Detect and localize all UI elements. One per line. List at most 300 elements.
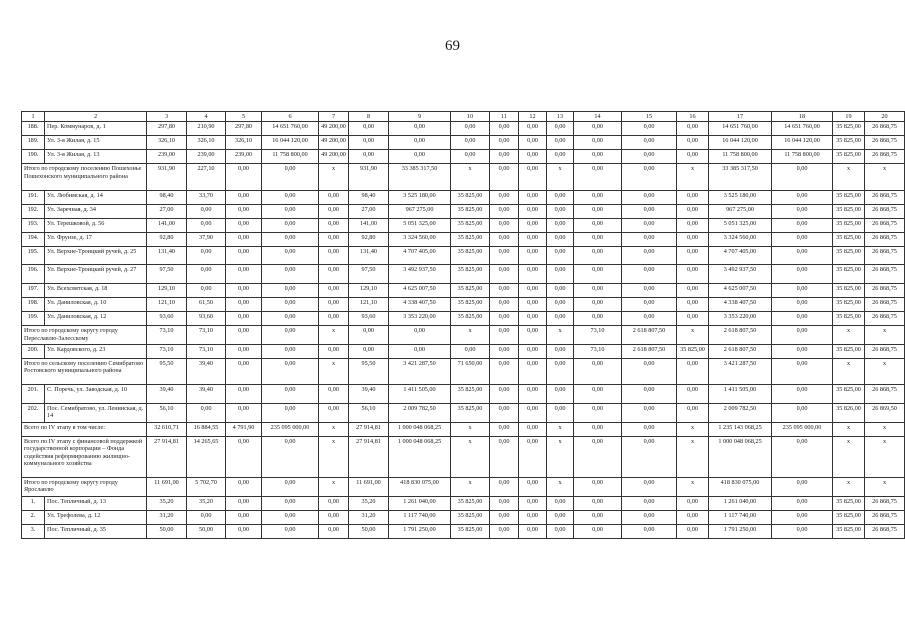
cell-value: 26 868,75 xyxy=(865,122,905,136)
cell-value: 235 095 000,00 xyxy=(262,422,319,436)
cell-value: 0,00 xyxy=(490,477,519,496)
cell-value: 35 825,00 xyxy=(451,218,490,232)
table-row xyxy=(22,190,905,204)
cell-value: 35 825,00 xyxy=(833,284,865,298)
cell-value: 0,00 xyxy=(226,385,262,404)
cell-value: 0,00 xyxy=(319,265,349,284)
cell-value: x xyxy=(319,164,349,190)
cell-value: 1 117 740,00 xyxy=(709,510,772,524)
cell-value: 1 261 040,00 xyxy=(709,496,772,510)
cell-value: 49 200,00 xyxy=(319,136,349,150)
cell-value: 0,00 xyxy=(622,246,677,265)
cell-value: 0,00 xyxy=(772,436,833,477)
cell-value: 227,10 xyxy=(187,164,226,190)
cell-value: 0,00 xyxy=(262,385,319,404)
cell-value: x xyxy=(833,436,865,477)
cell-value: 0,00 xyxy=(622,232,677,246)
cell-value: 39,40 xyxy=(349,385,389,404)
cell-value: 0,00 xyxy=(677,524,709,538)
cell-value: 0,00 xyxy=(677,510,709,524)
cell-value: x xyxy=(865,436,905,477)
column-number: 8 xyxy=(349,112,389,122)
cell-value: 0,00 xyxy=(574,246,622,265)
cell-value: 0,00 xyxy=(772,284,833,298)
cell-value: 0,00 xyxy=(319,403,349,422)
cell-value: 0,00 xyxy=(519,150,547,164)
cell-value: 0,00 xyxy=(226,265,262,284)
cell-value: 0,00 xyxy=(349,344,389,358)
column-number: 4 xyxy=(187,112,226,122)
cell-value: 0,00 xyxy=(547,510,574,524)
cell-value: 56,10 xyxy=(349,403,389,422)
cell-value: 0,00 xyxy=(262,232,319,246)
cell-value: 26 868,75 xyxy=(865,204,905,218)
cell-value: 0,00 xyxy=(226,358,262,384)
cell-value: 2 009 782,50 xyxy=(389,403,451,422)
cell-value: 0,00 xyxy=(319,298,349,312)
address: Ул. Заречная, д. 34 xyxy=(45,204,147,218)
cell-value: 0,00 xyxy=(490,232,519,246)
cell-value: 0,00 xyxy=(262,204,319,218)
subtotal-row xyxy=(22,436,905,477)
row-number: 197. xyxy=(22,284,45,298)
cell-value: 0,00 xyxy=(262,326,319,345)
cell-value: 93,60 xyxy=(187,312,226,326)
cell-value: x xyxy=(451,436,490,477)
cell-value: 16 044 120,00 xyxy=(262,136,319,150)
cell-value: 0,00 xyxy=(574,358,622,384)
cell-value: 26 868,75 xyxy=(865,136,905,150)
cell-value: 5 051 325,00 xyxy=(389,218,451,232)
cell-value: 26 868,75 xyxy=(865,246,905,265)
column-number: 19 xyxy=(833,112,865,122)
cell-value: 0,00 xyxy=(319,524,349,538)
cell-value: 0,00 xyxy=(519,136,547,150)
cell-value: 326,10 xyxy=(147,136,187,150)
cell-value: 0,00 xyxy=(574,190,622,204)
cell-value: 0,00 xyxy=(677,265,709,284)
cell-value: 35,20 xyxy=(349,496,389,510)
row-number: 188. xyxy=(22,122,45,136)
address: С. Поречь, ул. Заводская, д. 10 xyxy=(45,385,147,404)
row-name: Итого по сельскому поселению Семибратово Ростовского муниципального района xyxy=(22,358,147,384)
cell-value: 0,00 xyxy=(319,232,349,246)
cell-value: 0,00 xyxy=(226,298,262,312)
cell-value: 0,00 xyxy=(226,403,262,422)
cell-value: 35 825,00 xyxy=(451,510,490,524)
cell-value: 0,00 xyxy=(319,284,349,298)
cell-value: 0,00 xyxy=(490,524,519,538)
cell-value: 0,00 xyxy=(772,403,833,422)
cell-value: x xyxy=(833,477,865,496)
cell-value: 0,00 xyxy=(187,246,226,265)
cell-value: 0,00 xyxy=(772,246,833,265)
cell-value: 121,10 xyxy=(147,298,187,312)
table-row xyxy=(22,344,905,358)
cell-value: 35 825,00 xyxy=(833,496,865,510)
row-name: Всего по IV этапу в том числе: xyxy=(22,422,147,436)
cell-value: 97,50 xyxy=(147,265,187,284)
cell-value: 35 825,00 xyxy=(833,385,865,404)
cell-value: 0,00 xyxy=(262,190,319,204)
cell-value: x xyxy=(865,422,905,436)
cell-value: 98,40 xyxy=(349,190,389,204)
cell-value: 35 825,00 xyxy=(833,190,865,204)
table-row xyxy=(22,298,905,312)
cell-value: 0,00 xyxy=(226,344,262,358)
cell-value: 35 825,00 xyxy=(451,312,490,326)
cell-value: x xyxy=(451,422,490,436)
cell-value: x xyxy=(547,326,574,345)
cell-value: 95,50 xyxy=(147,358,187,384)
cell-value: x xyxy=(865,164,905,190)
cell-value: 73,10 xyxy=(187,326,226,345)
row-number: 192. xyxy=(22,204,45,218)
table-row xyxy=(22,232,905,246)
cell-value: 39,40 xyxy=(147,385,187,404)
cell-value: 235 095 000,00 xyxy=(772,422,833,436)
cell-value: 0,00 xyxy=(677,284,709,298)
cell-value: 0,00 xyxy=(519,246,547,265)
cell-value: 73,10 xyxy=(147,344,187,358)
cell-value: 35 825,00 xyxy=(451,190,490,204)
cell-value: 0,00 xyxy=(519,204,547,218)
cell-value: 0,00 xyxy=(677,190,709,204)
column-number: 9 xyxy=(389,112,451,122)
column-number: 18 xyxy=(772,112,833,122)
cell-value: x xyxy=(865,326,905,345)
cell-value: 0,00 xyxy=(451,136,490,150)
cell-value: 0,00 xyxy=(622,204,677,218)
cell-value: 0,00 xyxy=(490,136,519,150)
column-number: 3 xyxy=(147,112,187,122)
subtotal-row xyxy=(22,358,905,384)
cell-value: 35 825,00 xyxy=(833,246,865,265)
cell-value: 35 825,00 xyxy=(833,136,865,150)
column-number: 1 xyxy=(22,112,45,122)
cell-value: 35 825,00 xyxy=(833,265,865,284)
cell-value: 0,00 xyxy=(490,510,519,524)
cell-value: 0,00 xyxy=(677,232,709,246)
cell-value: 0,00 xyxy=(226,436,262,477)
cell-value: 0,00 xyxy=(772,204,833,218)
subtotal-row xyxy=(22,164,905,190)
cell-value: 73,10 xyxy=(187,344,226,358)
cell-value: 0,00 xyxy=(187,218,226,232)
cell-value: 0,00 xyxy=(772,265,833,284)
address: Ул. Фрунзе, д. 17 xyxy=(45,232,147,246)
cell-value: 0,00 xyxy=(490,150,519,164)
cell-value: 0,00 xyxy=(262,312,319,326)
cell-value: 326,10 xyxy=(226,136,262,150)
cell-value: 0,00 xyxy=(490,204,519,218)
cell-value: 39,40 xyxy=(187,358,226,384)
cell-value: 0,00 xyxy=(622,358,677,384)
cell-value: 2 009 782,50 xyxy=(709,403,772,422)
cell-value: 0,00 xyxy=(490,312,519,326)
cell-value: 0,00 xyxy=(226,204,262,218)
cell-value: 1 000 048 068,25 xyxy=(709,436,772,477)
cell-value: 16 044 120,00 xyxy=(709,136,772,150)
cell-value: 4 707 405,00 xyxy=(709,246,772,265)
cell-value: 14 651 760,00 xyxy=(709,122,772,136)
cell-value: 0,00 xyxy=(772,344,833,358)
cell-value: 27,00 xyxy=(349,204,389,218)
cell-value: 0,00 xyxy=(574,204,622,218)
cell-value: 35 825,00 xyxy=(451,496,490,510)
cell-value: 35 825,00 xyxy=(451,204,490,218)
cell-value: 3 324 560,00 xyxy=(709,232,772,246)
cell-value: 0,00 xyxy=(574,218,622,232)
cell-value: 39,40 xyxy=(187,385,226,404)
address: Пос. Тепличный, д. 13 xyxy=(45,496,147,510)
cell-value: 0,00 xyxy=(319,246,349,265)
cell-value: 0,00 xyxy=(574,422,622,436)
column-number: 5 xyxy=(226,112,262,122)
cell-value: 35 825,00 xyxy=(833,150,865,164)
cell-value: 0,00 xyxy=(226,246,262,265)
cell-value: 210,90 xyxy=(187,122,226,136)
cell-value: 0,00 xyxy=(262,164,319,190)
column-number: 11 xyxy=(490,112,519,122)
row-number: 3. xyxy=(22,524,45,538)
cell-value: 93,60 xyxy=(147,312,187,326)
cell-value: x xyxy=(833,422,865,436)
table-row xyxy=(22,218,905,232)
cell-value: 35 825,00 xyxy=(833,122,865,136)
cell-value: 0,00 xyxy=(187,403,226,422)
cell-value: 0,00 xyxy=(262,403,319,422)
cell-value: 35 826,00 xyxy=(833,403,865,422)
cell-value: 0,00 xyxy=(519,436,547,477)
cell-value: 0,00 xyxy=(389,150,451,164)
column-number: 16 xyxy=(677,112,709,122)
cell-value: 73,10 xyxy=(574,326,622,345)
cell-value: 0,00 xyxy=(262,496,319,510)
cell-value: 26 868,75 xyxy=(865,190,905,204)
cell-value: 0,00 xyxy=(622,436,677,477)
cell-value: 0,00 xyxy=(547,190,574,204)
cell-value: x xyxy=(833,358,865,384)
cell-value: x xyxy=(865,358,905,384)
cell-value: 26 869,50 xyxy=(865,403,905,422)
cell-value: x xyxy=(547,477,574,496)
cell-value: 3 492 937,50 xyxy=(389,265,451,284)
column-number: 10 xyxy=(451,112,490,122)
table-row xyxy=(22,150,905,164)
cell-value: 0,00 xyxy=(226,218,262,232)
table-row xyxy=(22,496,905,510)
cell-value: 49 200,00 xyxy=(319,122,349,136)
cell-value: x xyxy=(547,436,574,477)
cell-value: 0,00 xyxy=(622,524,677,538)
cell-value: 1 000 048 068,25 xyxy=(389,436,451,477)
cell-value: 4 338 407,50 xyxy=(389,298,451,312)
cell-value: 0,00 xyxy=(547,344,574,358)
cell-value: 73,10 xyxy=(574,344,622,358)
cell-value: 0,00 xyxy=(574,385,622,404)
cell-value: 0,00 xyxy=(772,477,833,496)
column-number: 17 xyxy=(709,112,772,122)
cell-value: 0,00 xyxy=(490,190,519,204)
cell-value: 0,00 xyxy=(547,312,574,326)
cell-value: 0,00 xyxy=(547,218,574,232)
row-number: 194. xyxy=(22,232,45,246)
cell-value: 2 618 807,50 xyxy=(709,344,772,358)
cell-value: 37,90 xyxy=(187,232,226,246)
cell-value: 1 117 740,00 xyxy=(389,510,451,524)
cell-value: 0,00 xyxy=(622,164,677,190)
cell-value: 0,00 xyxy=(622,284,677,298)
subtotal-row xyxy=(22,477,905,496)
cell-value: 0,00 xyxy=(349,326,389,345)
cell-value: 239,00 xyxy=(147,150,187,164)
cell-value: 26 868,75 xyxy=(865,385,905,404)
cell-value: 0,00 xyxy=(226,190,262,204)
cell-value: 121,10 xyxy=(349,298,389,312)
cell-value: 1 261 040,00 xyxy=(389,496,451,510)
cell-value: 0,00 xyxy=(574,298,622,312)
cell-value: 0,00 xyxy=(547,358,574,384)
cell-value: 0,00 xyxy=(772,496,833,510)
cell-value: 0,00 xyxy=(772,312,833,326)
cell-value: 0,00 xyxy=(519,232,547,246)
cell-value: 0,00 xyxy=(519,496,547,510)
cell-value: 27 914,81 xyxy=(349,422,389,436)
cell-value: 0,00 xyxy=(226,477,262,496)
cell-value: 0,00 xyxy=(547,122,574,136)
cell-value: 0,00 xyxy=(519,422,547,436)
cell-value: 0,00 xyxy=(622,122,677,136)
row-number: 193. xyxy=(22,218,45,232)
cell-value: 0,00 xyxy=(262,246,319,265)
row-number: 202. xyxy=(22,403,45,422)
cell-value: 26 868,75 xyxy=(865,232,905,246)
cell-value: 73,10 xyxy=(147,326,187,345)
cell-value: 0,00 xyxy=(490,403,519,422)
cell-value: 35 825,00 xyxy=(451,246,490,265)
cell-value: 0,00 xyxy=(772,326,833,345)
cell-value: 0,00 xyxy=(677,312,709,326)
cell-value: 0,00 xyxy=(622,385,677,404)
cell-value: 31,20 xyxy=(349,510,389,524)
cell-value: 26 868,75 xyxy=(865,524,905,538)
cell-value: 0,00 xyxy=(262,265,319,284)
cell-value: 0,00 xyxy=(319,344,349,358)
cell-value: x xyxy=(319,358,349,384)
cell-value: 0,00 xyxy=(677,358,709,384)
row-number: 191. xyxy=(22,190,45,204)
cell-value: 0,00 xyxy=(547,496,574,510)
cell-value: 35,20 xyxy=(147,496,187,510)
cell-value: 56,10 xyxy=(147,403,187,422)
cell-value: 0,00 xyxy=(519,298,547,312)
cell-value: 0,00 xyxy=(519,218,547,232)
cell-value: 0,00 xyxy=(262,510,319,524)
cell-value: 0,00 xyxy=(490,422,519,436)
cell-value: x xyxy=(547,422,574,436)
cell-value: 0,00 xyxy=(547,403,574,422)
cell-value: 0,00 xyxy=(389,136,451,150)
cell-value: 2 618 807,50 xyxy=(709,326,772,345)
cell-value: 5 702,70 xyxy=(187,477,226,496)
cell-value: 0,00 xyxy=(519,312,547,326)
address: Ул. 3-я Жилая, д. 15 xyxy=(45,136,147,150)
cell-value: 35 825,00 xyxy=(451,524,490,538)
column-number: 14 xyxy=(574,112,622,122)
row-number: 195. xyxy=(22,246,45,265)
cell-value: 26 868,75 xyxy=(865,218,905,232)
cell-value: 92,80 xyxy=(147,232,187,246)
cell-value: 297,80 xyxy=(226,122,262,136)
cell-value: 0,00 xyxy=(519,122,547,136)
cell-value: 0,00 xyxy=(490,246,519,265)
cell-value: 0,00 xyxy=(574,150,622,164)
cell-value: 0,00 xyxy=(677,218,709,232)
cell-value: 2 618 807,50 xyxy=(622,326,677,345)
cell-value: 0,00 xyxy=(622,496,677,510)
cell-value: 93,60 xyxy=(349,312,389,326)
cell-value: 0,00 xyxy=(262,284,319,298)
cell-value: 26 868,75 xyxy=(865,496,905,510)
cell-value: 26 868,75 xyxy=(865,284,905,298)
cell-value: 0,00 xyxy=(574,122,622,136)
cell-value: 0,00 xyxy=(547,284,574,298)
table-row xyxy=(22,136,905,150)
cell-value: 0,00 xyxy=(677,385,709,404)
cell-value: 0,00 xyxy=(574,403,622,422)
address: Ул. Верхне-Троицкий ручей, д. 27 xyxy=(45,265,147,284)
cell-value: 26 868,75 xyxy=(865,510,905,524)
cell-value: 0,00 xyxy=(574,496,622,510)
cell-value: x xyxy=(865,477,905,496)
cell-value: 35 825,00 xyxy=(833,344,865,358)
cell-value: 0,00 xyxy=(519,510,547,524)
table-row xyxy=(22,510,905,524)
cell-value: 0,00 xyxy=(262,477,319,496)
row-name: Итого по городскому поселению Пошехонье Пошехонского муниципального района xyxy=(22,164,147,190)
cell-value: 3 525 180,00 xyxy=(709,190,772,204)
table-row xyxy=(22,265,905,284)
subtotal-row xyxy=(22,326,905,345)
cell-value: 0,00 xyxy=(772,524,833,538)
cell-value: 1 411 505,00 xyxy=(709,385,772,404)
cell-value: 31,20 xyxy=(147,510,187,524)
cell-value: 1 791 250,00 xyxy=(389,524,451,538)
cell-value: 95,50 xyxy=(349,358,389,384)
cell-value: 0,00 xyxy=(574,265,622,284)
cell-value: 0,00 xyxy=(772,190,833,204)
cell-value: 0,00 xyxy=(490,385,519,404)
cell-value: 35 825,00 xyxy=(451,232,490,246)
cell-value: 35 825,00 xyxy=(833,232,865,246)
cell-value: 0,00 xyxy=(677,496,709,510)
cell-value: 50,00 xyxy=(349,524,389,538)
cell-value: 32 610,71 xyxy=(147,422,187,436)
cell-value: 0,00 xyxy=(622,312,677,326)
cell-value: 0,00 xyxy=(772,358,833,384)
cell-value: 3 353 220,00 xyxy=(389,312,451,326)
row-number: 198. xyxy=(22,298,45,312)
row-number: 201. xyxy=(22,385,45,404)
address: Пер. Коммунаров, д. 1 xyxy=(45,122,147,136)
column-number: 15 xyxy=(622,112,677,122)
cell-value: 0,00 xyxy=(574,284,622,298)
cell-value: 1 411 505,00 xyxy=(389,385,451,404)
cell-value: 0,00 xyxy=(226,496,262,510)
cell-value: 4 791,90 xyxy=(226,422,262,436)
row-name: Итого по городскому округу городу Ярославлю xyxy=(22,477,147,496)
